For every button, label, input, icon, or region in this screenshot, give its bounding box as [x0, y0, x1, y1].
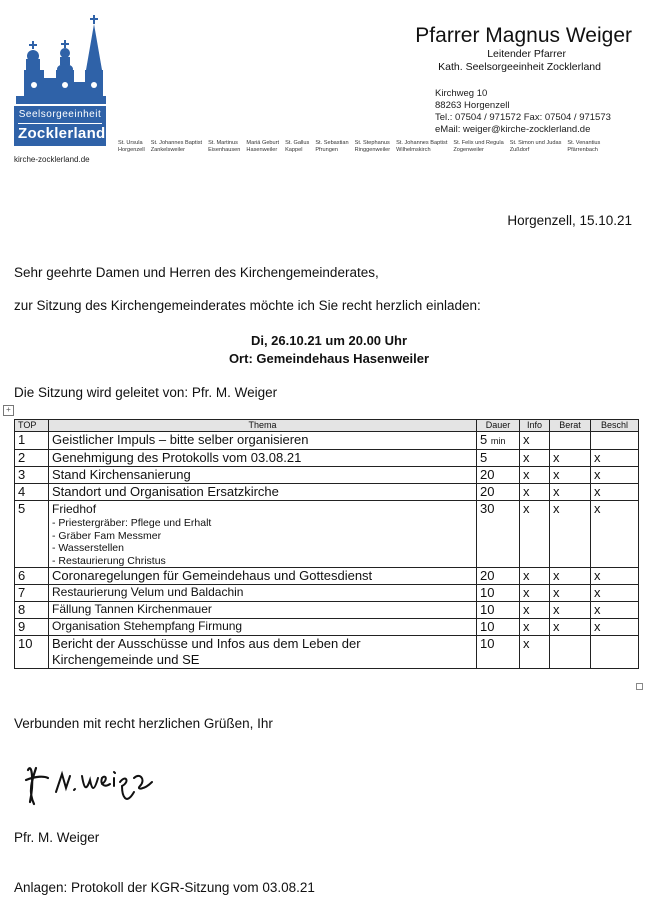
- header-thema: Thema: [49, 420, 477, 432]
- parish-item: St. Ursula Horgenzell: [118, 140, 145, 153]
- header-beschl: Beschl: [591, 420, 639, 432]
- table-row: 7 Restaurierung Velum und Baldachin 10 x x x: [15, 585, 639, 602]
- parish-item: St. Venantius Pfärrenbach: [567, 140, 601, 153]
- table-row: 3 Stand Kirchensanierung 20 x x x: [15, 467, 639, 484]
- table-row: 10 Bericht der Ausschüsse und Infos aus dem Leben der Kirchengemeinde und SE 10 x: [15, 636, 639, 669]
- church-logo-icon: [14, 12, 106, 104]
- logo-line1: Seelsorgeeinheit: [18, 109, 102, 120]
- parish-list: [118, 140, 630, 153]
- table-row: 1 Geistlicher Impuls – bitte selber organisieren 5 min x: [15, 432, 639, 450]
- parish-item: St. Sebastian Pfrungen: [315, 140, 349, 153]
- parish-item: St. Johannes Baptist Wilhelmskirch: [396, 140, 448, 153]
- table-move-handle-icon[interactable]: +: [3, 405, 14, 416]
- closing-text: Verbunden mit recht herzlichen Grüßen, Ihr: [14, 716, 273, 731]
- parish-item: Mariä Geburt Hasenweiler: [246, 140, 280, 153]
- address-phone: Tel.: 07504 / 971572 Fax: 07504 / 971573: [435, 112, 611, 123]
- sender-role: Leitender Pfarrer: [487, 48, 566, 60]
- logo-line2: Zocklerland: [18, 125, 106, 142]
- table-row: 2 Genehmigung des Protokolls vom 03.08.21 5 x x x: [15, 450, 639, 467]
- header-berat: Berat: [550, 420, 591, 432]
- salutation: Sehr geehrte Damen und Herren des Kirchengemeinderates,: [14, 265, 379, 280]
- website-url: kirche-zocklerland.de: [14, 155, 90, 164]
- meeting-chair: Die Sitzung wird geleitet von: Pfr. M. Weiger: [14, 385, 278, 400]
- table-header-row: [15, 420, 639, 432]
- sender-organization: Kath. Seelsorgeeinheit Zocklerland: [438, 61, 601, 73]
- invitation-text: zur Sitzung des Kirchengemeinderates möchte ich Sie recht herzlich einladen:: [14, 298, 481, 313]
- table-row: 8 Fällung Tannen Kirchenmauer 10 x x x: [15, 602, 639, 619]
- header-info: Info: [520, 420, 550, 432]
- sender-name: Pfarrer Magnus Weiger: [415, 24, 632, 47]
- parish-item: St. Simon und Judas Zußdorf: [509, 140, 562, 153]
- address-street: Kirchweg 10: [435, 88, 488, 99]
- attachments: Anlagen: Protokoll der KGR-Sitzung vom 03.08.21: [14, 880, 315, 895]
- parish-logo: [14, 12, 110, 164]
- table-row: 9 Organisation Stehempfang Firmung 10 x x x: [15, 619, 639, 636]
- agenda-table: [14, 419, 639, 669]
- sender-address: [435, 88, 611, 136]
- parish-item: St. Stephanus Ringgenweiler: [354, 140, 391, 153]
- letter-date: Horgenzell, 15.10.21: [507, 213, 632, 228]
- header-top: TOP: [15, 420, 49, 432]
- parish-item: St. Felix und Regula Zogenweiler: [453, 140, 504, 153]
- signature-name: Pfr. M. Weiger: [14, 830, 100, 845]
- table-resize-handle[interactable]: [636, 683, 643, 690]
- handwritten-signature: [22, 752, 162, 817]
- address-email: eMail: weiger@kirche-zocklerland.de: [435, 124, 591, 135]
- address-city: 88263 Horgenzell: [435, 100, 510, 111]
- parish-item: St. Gallus Kappel: [285, 140, 310, 153]
- meeting-location: Ort: Gemeindehaus Hasenweiler: [228, 351, 430, 366]
- table-row: 4 Standort und Organisation Ersatzkirche 20 x x x: [15, 484, 639, 501]
- table-row: 6 Coronaregelungen für Gemeindehaus und Gottesdienst 20 x x x: [15, 568, 639, 585]
- table-row: 5 Friedhof - Priestergräber: Pflege und Erhalt - Gräber Fam Messmer - Wasserstellen - Restaurierung Christus 30 x x x: [15, 501, 639, 568]
- header-dauer: Dauer: [477, 420, 520, 432]
- meeting-datetime: Di, 26.10.21 um 20.00 Uhr: [250, 333, 408, 348]
- parish-item: St. Johannes Baptist Zankelsweiler: [150, 140, 203, 153]
- logo-badge: [14, 106, 106, 146]
- parish-item: St. Martinus Eisenhausen: [208, 140, 241, 153]
